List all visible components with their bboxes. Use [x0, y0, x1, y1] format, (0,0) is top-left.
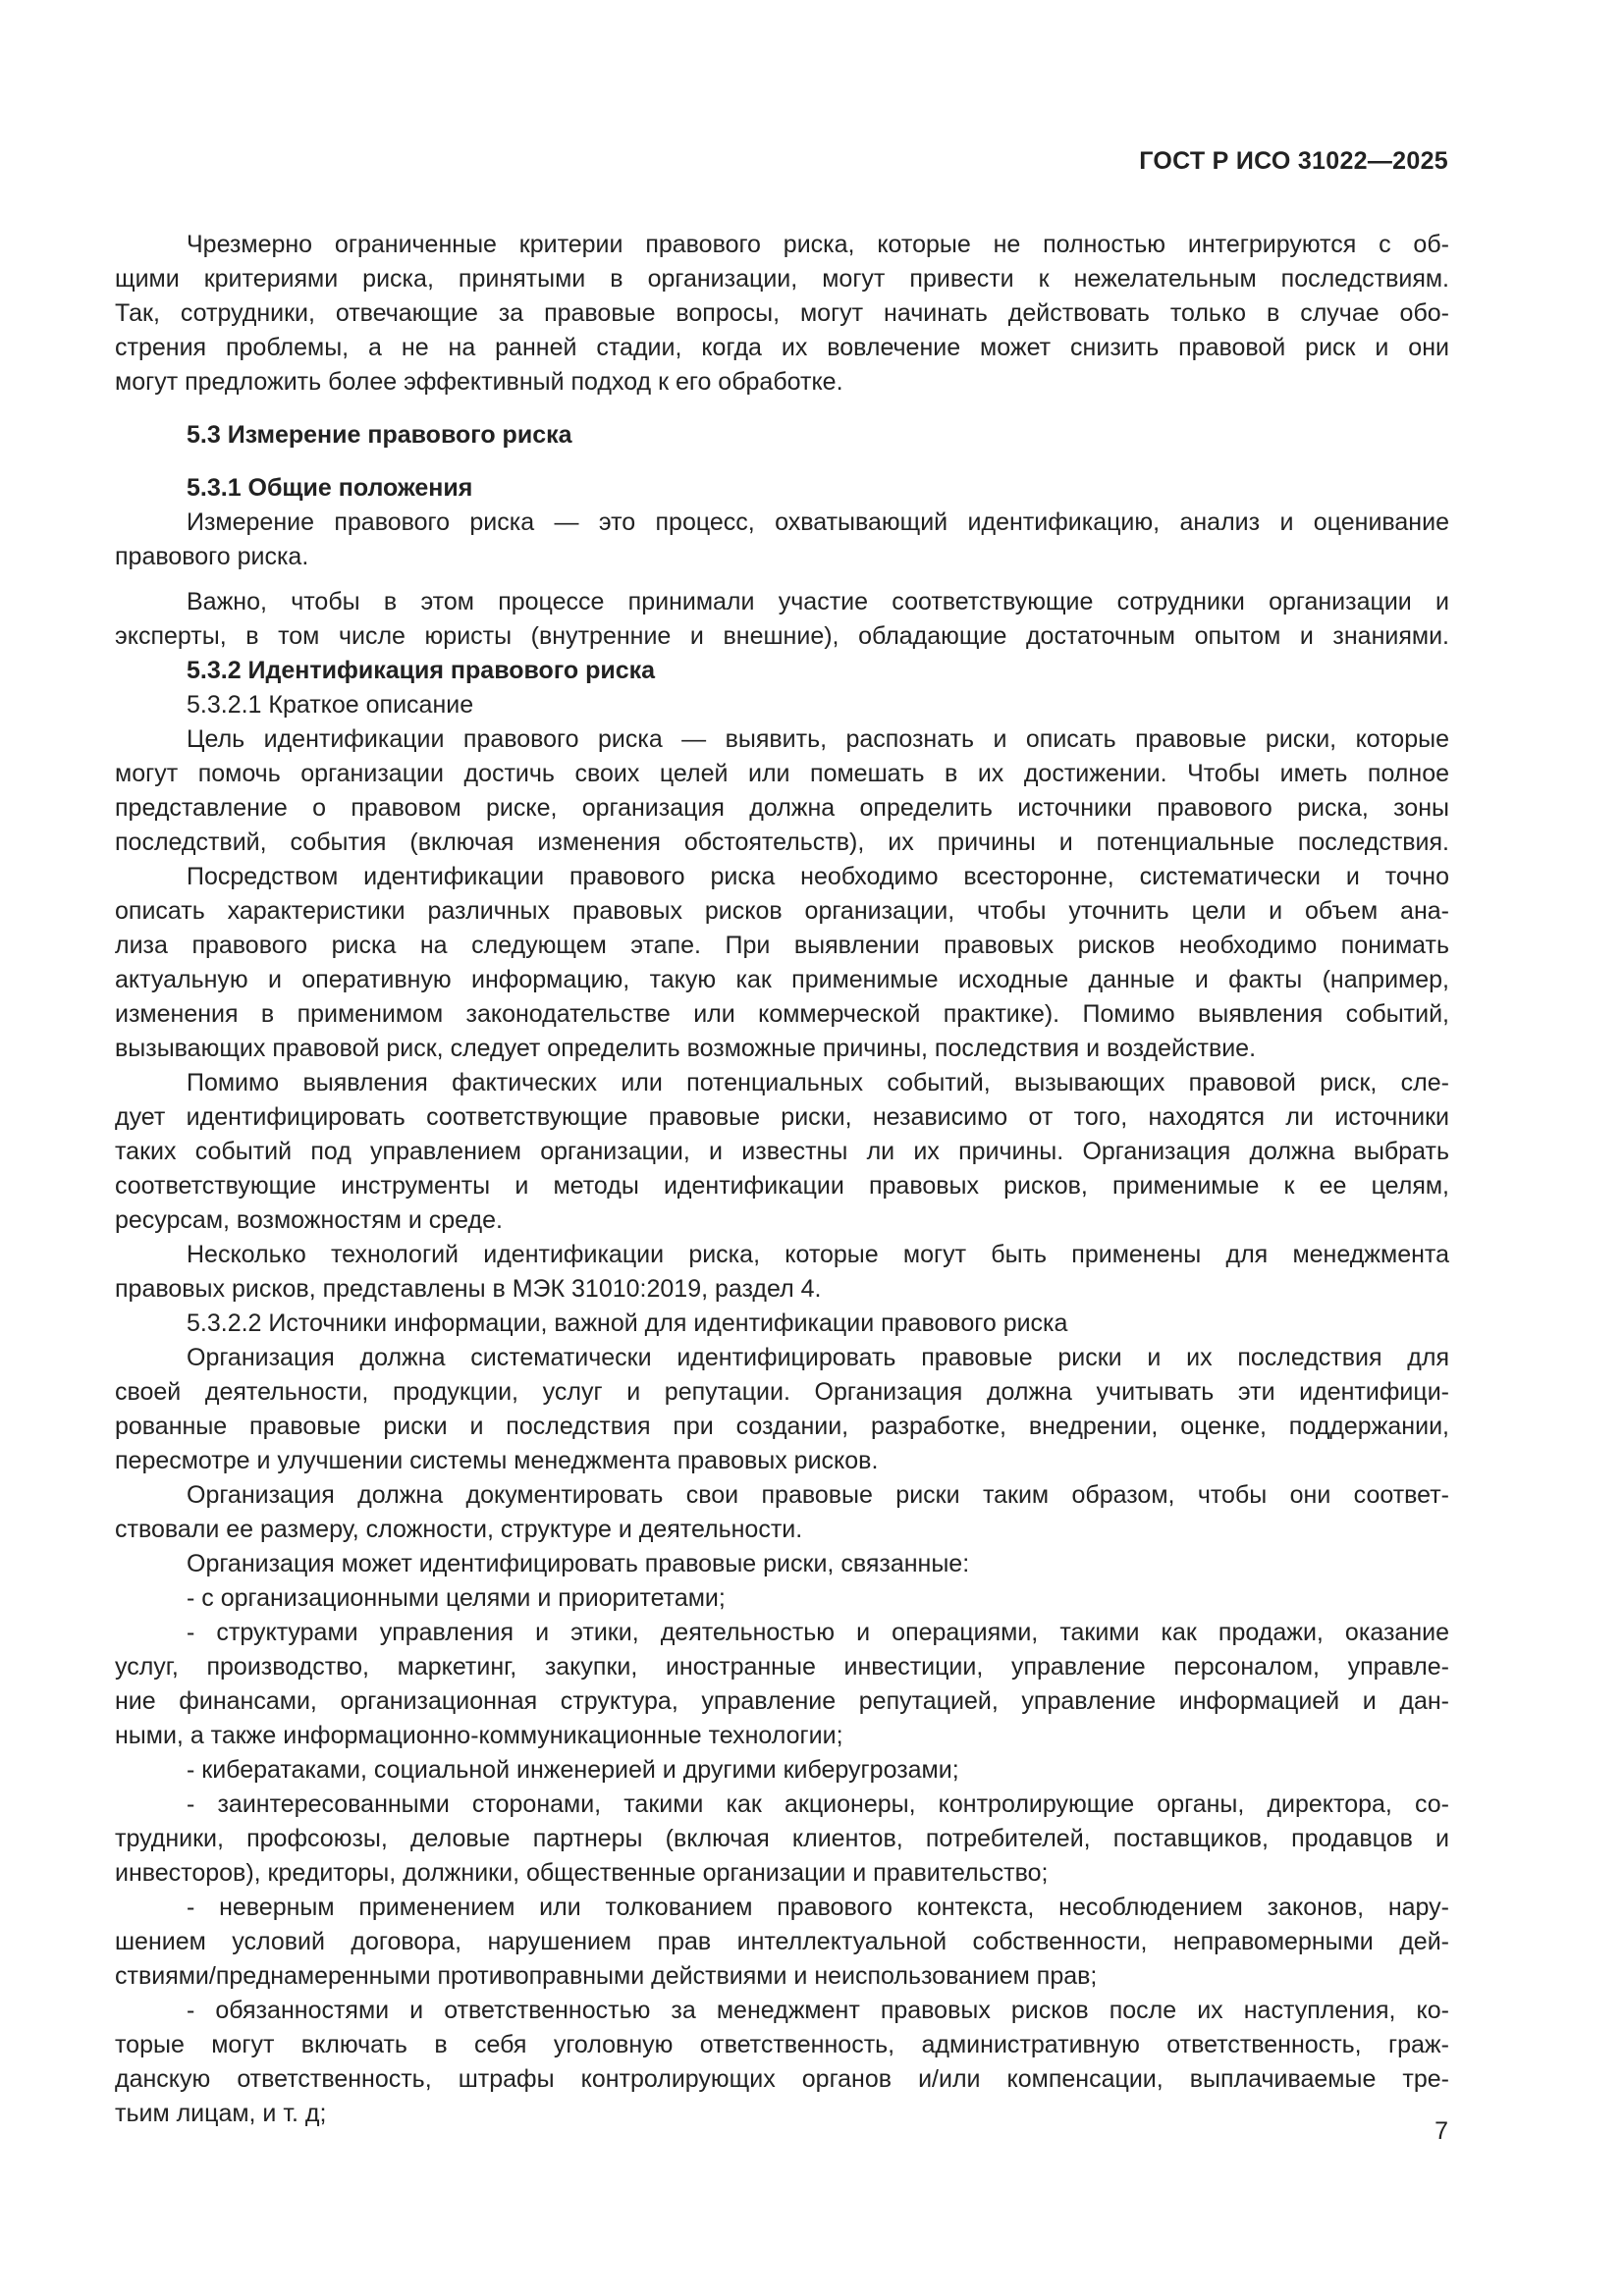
text-line: правового риска. [115, 543, 309, 570]
text-line: могут помочь организации достичь своих целей или помешать в их достижении. Чтобы иметь полное [115, 760, 1449, 787]
text-line: ресурсам, возможностям и среде. [115, 1206, 503, 1234]
text-line: Посредством идентификации правового риска необходимо всесторонне, систематически и точно [187, 863, 1449, 890]
text-line: Помимо выявления фактических или потенциальных событий, вызывающих правовой риск, сле- [187, 1069, 1449, 1096]
section-heading-line: 5.3 Измерение правового риска [187, 421, 572, 449]
text-line: описать характеристики различных правовых рисков организации, чтобы уточнить цели и объем ана- [115, 897, 1449, 925]
text-line: услуг, производство, маркетинг, закупки, иностранные инвестиции, управление персоналом, управле- [115, 1653, 1449, 1681]
text-line: - заинтересованными сторонами, такими как акционеры, контролирующие органы, директора, со- [187, 1790, 1449, 1818]
text-line: дует идентифицировать соответствующие правовые риски, независимо от того, находятся ли источники [115, 1103, 1449, 1131]
text-line: 5.3.2.2 Источники информации, важной для идентификации правового риска [187, 1309, 1068, 1337]
section-heading-line: 5.3.1 Общие положения [187, 474, 473, 502]
section-heading-line: 5.3.2 Идентификация правового риска [187, 657, 656, 684]
text-line: 5.3.2.1 Краткое описание [187, 691, 474, 719]
text-line: Организация должна документировать свои правовые риски таким образом, чтобы они соответ- [187, 1481, 1449, 1509]
text-line: последствий, события (включая изменения обстоятельств), их причины и потенциальные последствия. [115, 828, 1449, 856]
text-line: - с организационными целями и приоритетами; [187, 1584, 726, 1612]
text-line: тьим лицам, и т. д; [115, 2100, 327, 2127]
text-line: щими критериями риска, принятыми в организации, могут привести к нежелательным последствиям. [115, 265, 1449, 293]
document-body [115, 228, 1449, 2131]
text-line: эксперты, в том числе юристы (внутренние и внешние), обладающие достаточным опытом и знаниями. [115, 622, 1449, 650]
text-line: правовых рисков, представлены в МЭК 31010:2019, раздел 4. [115, 1275, 822, 1303]
text-line: - неверным применением или толкованием правового контекста, несоблюдением законов, нару- [187, 1894, 1449, 1921]
text-line: торые могут включать в себя уголовную ответственность, административную ответственность, граж- [115, 2031, 1449, 2058]
text-line: изменения в применимом законодательстве или коммерческой практике). Помимо выявления событий, [115, 1000, 1449, 1028]
text-line: Важно, чтобы в этом процессе принимали участие соответствующие сотрудники организации и [187, 588, 1449, 615]
text-line: инвесторов), кредиторы, должники, общественные организации и правительство; [115, 1859, 1049, 1887]
text-line: ние финансами, организационная структура, управление репутацией, управление информацией и дан- [115, 1687, 1449, 1715]
text-line: шением условий договора, нарушением прав интеллектуальной собственности, неправомерными дей- [115, 1928, 1449, 1955]
text-line: ными, а также информационно-коммуникационные технологии; [115, 1722, 843, 1749]
text-line: своей деятельности, продукции, услуг и репутации. Организация должна учитывать эти идентифици- [115, 1378, 1449, 1406]
document-header-id: ГОСТ Р ИСО 31022—2025 [1139, 147, 1448, 175]
text-line: - обязанностями и ответственностью за менеджмент правовых рисков после их наступления, ко- [187, 1997, 1449, 2024]
text-line: таких событий под управлением организации, и известны ли их причины. Организация должна выбрать [115, 1138, 1449, 1165]
text-line: Организация должна систематически идентифицировать правовые риски и их последствия для [187, 1344, 1449, 1371]
text-line: Измерение правового риска — это процесс, охватывающий идентификацию, анализ и оценивание [187, 508, 1449, 536]
text-line: данскую ответственность, штрафы контролирующих органов и/или компенсации, выплачиваемые тре- [115, 2065, 1449, 2093]
text-line: рованные правовые риски и последствия при создании, разработке, внедрении, оценке, поддержании, [115, 1413, 1449, 1440]
text-line: стрения проблемы, а не на ранней стадии, когда их вовлечение может снизить правовой риск и они [115, 334, 1449, 361]
text-line: вызывающих правовой риск, следует определить возможные причины, последствия и воздействие. [115, 1035, 1257, 1062]
text-line: пересмотре и улучшении системы менеджмента правовых рисков. [115, 1447, 879, 1474]
text-line: Несколько технологий идентификации риска, которые могут быть применены для менеджмента [187, 1241, 1449, 1268]
text-line: Так, сотрудники, отвечающие за правовые вопросы, могут начинать действовать только в случае обо- [115, 299, 1449, 327]
text-line: ствиями/преднамеренными противоправными действиями и неиспользованием прав; [115, 1962, 1098, 1990]
text-line: актуальную и оперативную информацию, такую как применимые исходные данные и факты (например, [115, 966, 1449, 993]
text-line: - кибератаками, социальной инженерией и другими киберугрозами; [187, 1756, 959, 1784]
text-line: ствовали ее размеру, сложности, структуре и деятельности. [115, 1516, 803, 1543]
text-line: могут предложить более эффективный подход к его обработке. [115, 368, 843, 396]
text-line: Цель идентификации правового риска — выявить, распознать и описать правовые риски, которые [187, 725, 1449, 753]
text-line: представление о правовом риске, организация должна определить источники правового риска, зоны [115, 794, 1449, 822]
text-line: Чрезмерно ограниченные критерии правового риска, которые не полностью интегрируются с об- [187, 231, 1449, 258]
text-line: соответствующие инструменты и методы идентификации правовых рисков, применимые к ее целям, [115, 1172, 1449, 1200]
text-line: трудники, профсоюзы, деловые партнеры (включая клиентов, потребителей, поставщиков, продавцов и [115, 1825, 1449, 1852]
text-line: Организация может идентифицировать правовые риски, связанные: [187, 1550, 970, 1577]
text-line: - структурами управления и этики, деятельностью и операциями, такими как продажи, оказание [187, 1619, 1449, 1646]
text-line: лиза правового риска на следующем этапе. При выявлении правовых рисков необходимо понимать [115, 932, 1449, 959]
page-number: 7 [1435, 2117, 1448, 2145]
